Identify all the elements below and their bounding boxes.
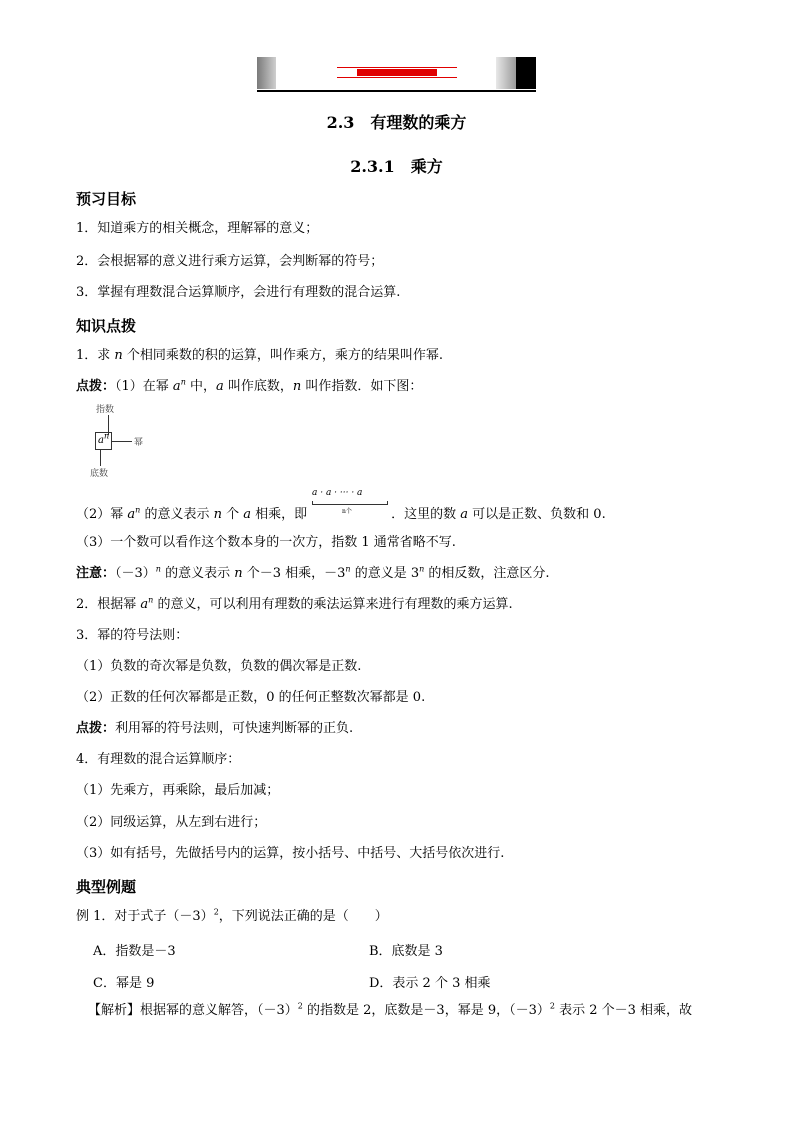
banner-red-line-bottom: [337, 77, 457, 78]
formula-top: a · a · ··· · a: [312, 488, 363, 498]
knowledge-line-6: （1）负数的奇次幂是负数，负数的偶次幂是正数.: [76, 659, 362, 674]
diagram-base-label: 底数: [90, 469, 109, 479]
formula-brace: [312, 501, 388, 505]
knowledge-line-1: 1．求 n 个相同乘数的积的运算，叫作乘方，乘方的结果叫作幂.: [76, 348, 444, 363]
banner-left-gray: [257, 57, 276, 89]
formula-bottom: n个: [342, 508, 352, 515]
tip-line-2: 点拨：利用幂的符号法则，可快速判断幂的正负.: [76, 721, 354, 736]
knowledge-line-9: （1）先乘方，再乘除，最后加减；: [76, 783, 280, 798]
tip-line-1: 点拨：（1）在幂 $a^n$ 中，a 叫作底数，n 叫作指数．如下图：: [76, 377, 423, 394]
knowledge-line-7: （2）正数的任何次幂都是正数，0 的任何正整数次幂都是 0.: [76, 690, 426, 705]
preview-item-1: 1．知道乘方的相关概念，理解幂的意义；: [76, 221, 319, 236]
diagram-power-line: [112, 441, 132, 442]
diagram-base-symbol: $a^n$: [98, 431, 110, 446]
section-heading-examples: 典型例题: [76, 878, 137, 896]
analysis-line: 【解析】根据幂的意义解答，$(-3)^2$ 的指数是 2，底数是－3，幂是 9，$(-3)^2$ 表示 2 个－3 相乘，故: [88, 1001, 693, 1018]
knowledge-line-3: （3）一个数可以看作这个数本身的一次方，指数 1 通常省略不写.: [76, 535, 456, 550]
option-a: A．指数是－3: [93, 944, 176, 959]
page-title: 2.3 有理数的乘方: [326, 113, 467, 132]
preview-item-3: 3．掌握有理数混合运算顺序，会进行有理数的混合运算.: [76, 285, 401, 300]
knowledge-line-5: 3．幂的符号法则：: [76, 628, 189, 643]
example-1-question: 例 1．对于式子$(-3)^2$，下列说法正确的是（ ）: [76, 907, 388, 924]
note-line: 注意：$(-3)^n$ 的意义表示 n 个－3 相乘，$-3^n$ 的意义是 3$^n$ 的相反数，注意区分.: [76, 564, 550, 581]
section-heading-preview: 预习目标: [76, 190, 137, 208]
power-diagram: [90, 402, 160, 482]
diagram-power-label: 幂: [134, 438, 144, 448]
option-b: B．底数是 3: [369, 944, 443, 959]
banner-right-gray: [496, 57, 516, 89]
diagram-exponent-label: 指数: [96, 405, 115, 415]
header-banner: [257, 57, 536, 93]
knowledge-line-4: 2．根据幂 $a^n$ 的意义，可以利用有理数的乘法运算来进行有理数的乘方运算.: [76, 595, 513, 612]
knowledge-line-8: 4．有理数的混合运算顺序：: [76, 752, 241, 767]
diagram-base-line: [100, 450, 101, 466]
banner-red-line-top: [337, 67, 457, 68]
banner-bottom-line: [257, 90, 536, 92]
banner-right-black: [516, 57, 536, 89]
banner-red-bar: [357, 69, 437, 76]
knowledge-line-10: （2）同级运算，从左到右进行；: [76, 815, 267, 830]
option-d: D．表示 2 个 3 相乘: [369, 976, 491, 991]
knowledge-line-2: （2）幂 $a^n$ 的意义表示 n 个 a 相乘，即 ．这里的数 a 可以是正数、负数和 0.: [76, 505, 606, 522]
option-c: C．幂是 9: [93, 976, 155, 991]
section-heading-knowledge: 知识点拨: [76, 317, 137, 335]
page-subtitle: 2.3.1 乘方: [350, 157, 443, 176]
preview-item-2: 2．会根据幂的意义进行乘方运算，会判断幂的符号；: [76, 254, 384, 269]
knowledge-line-11: （3）如有括号，先做括号内的运算，按小括号、中括号、大括号依次进行.: [76, 846, 505, 861]
